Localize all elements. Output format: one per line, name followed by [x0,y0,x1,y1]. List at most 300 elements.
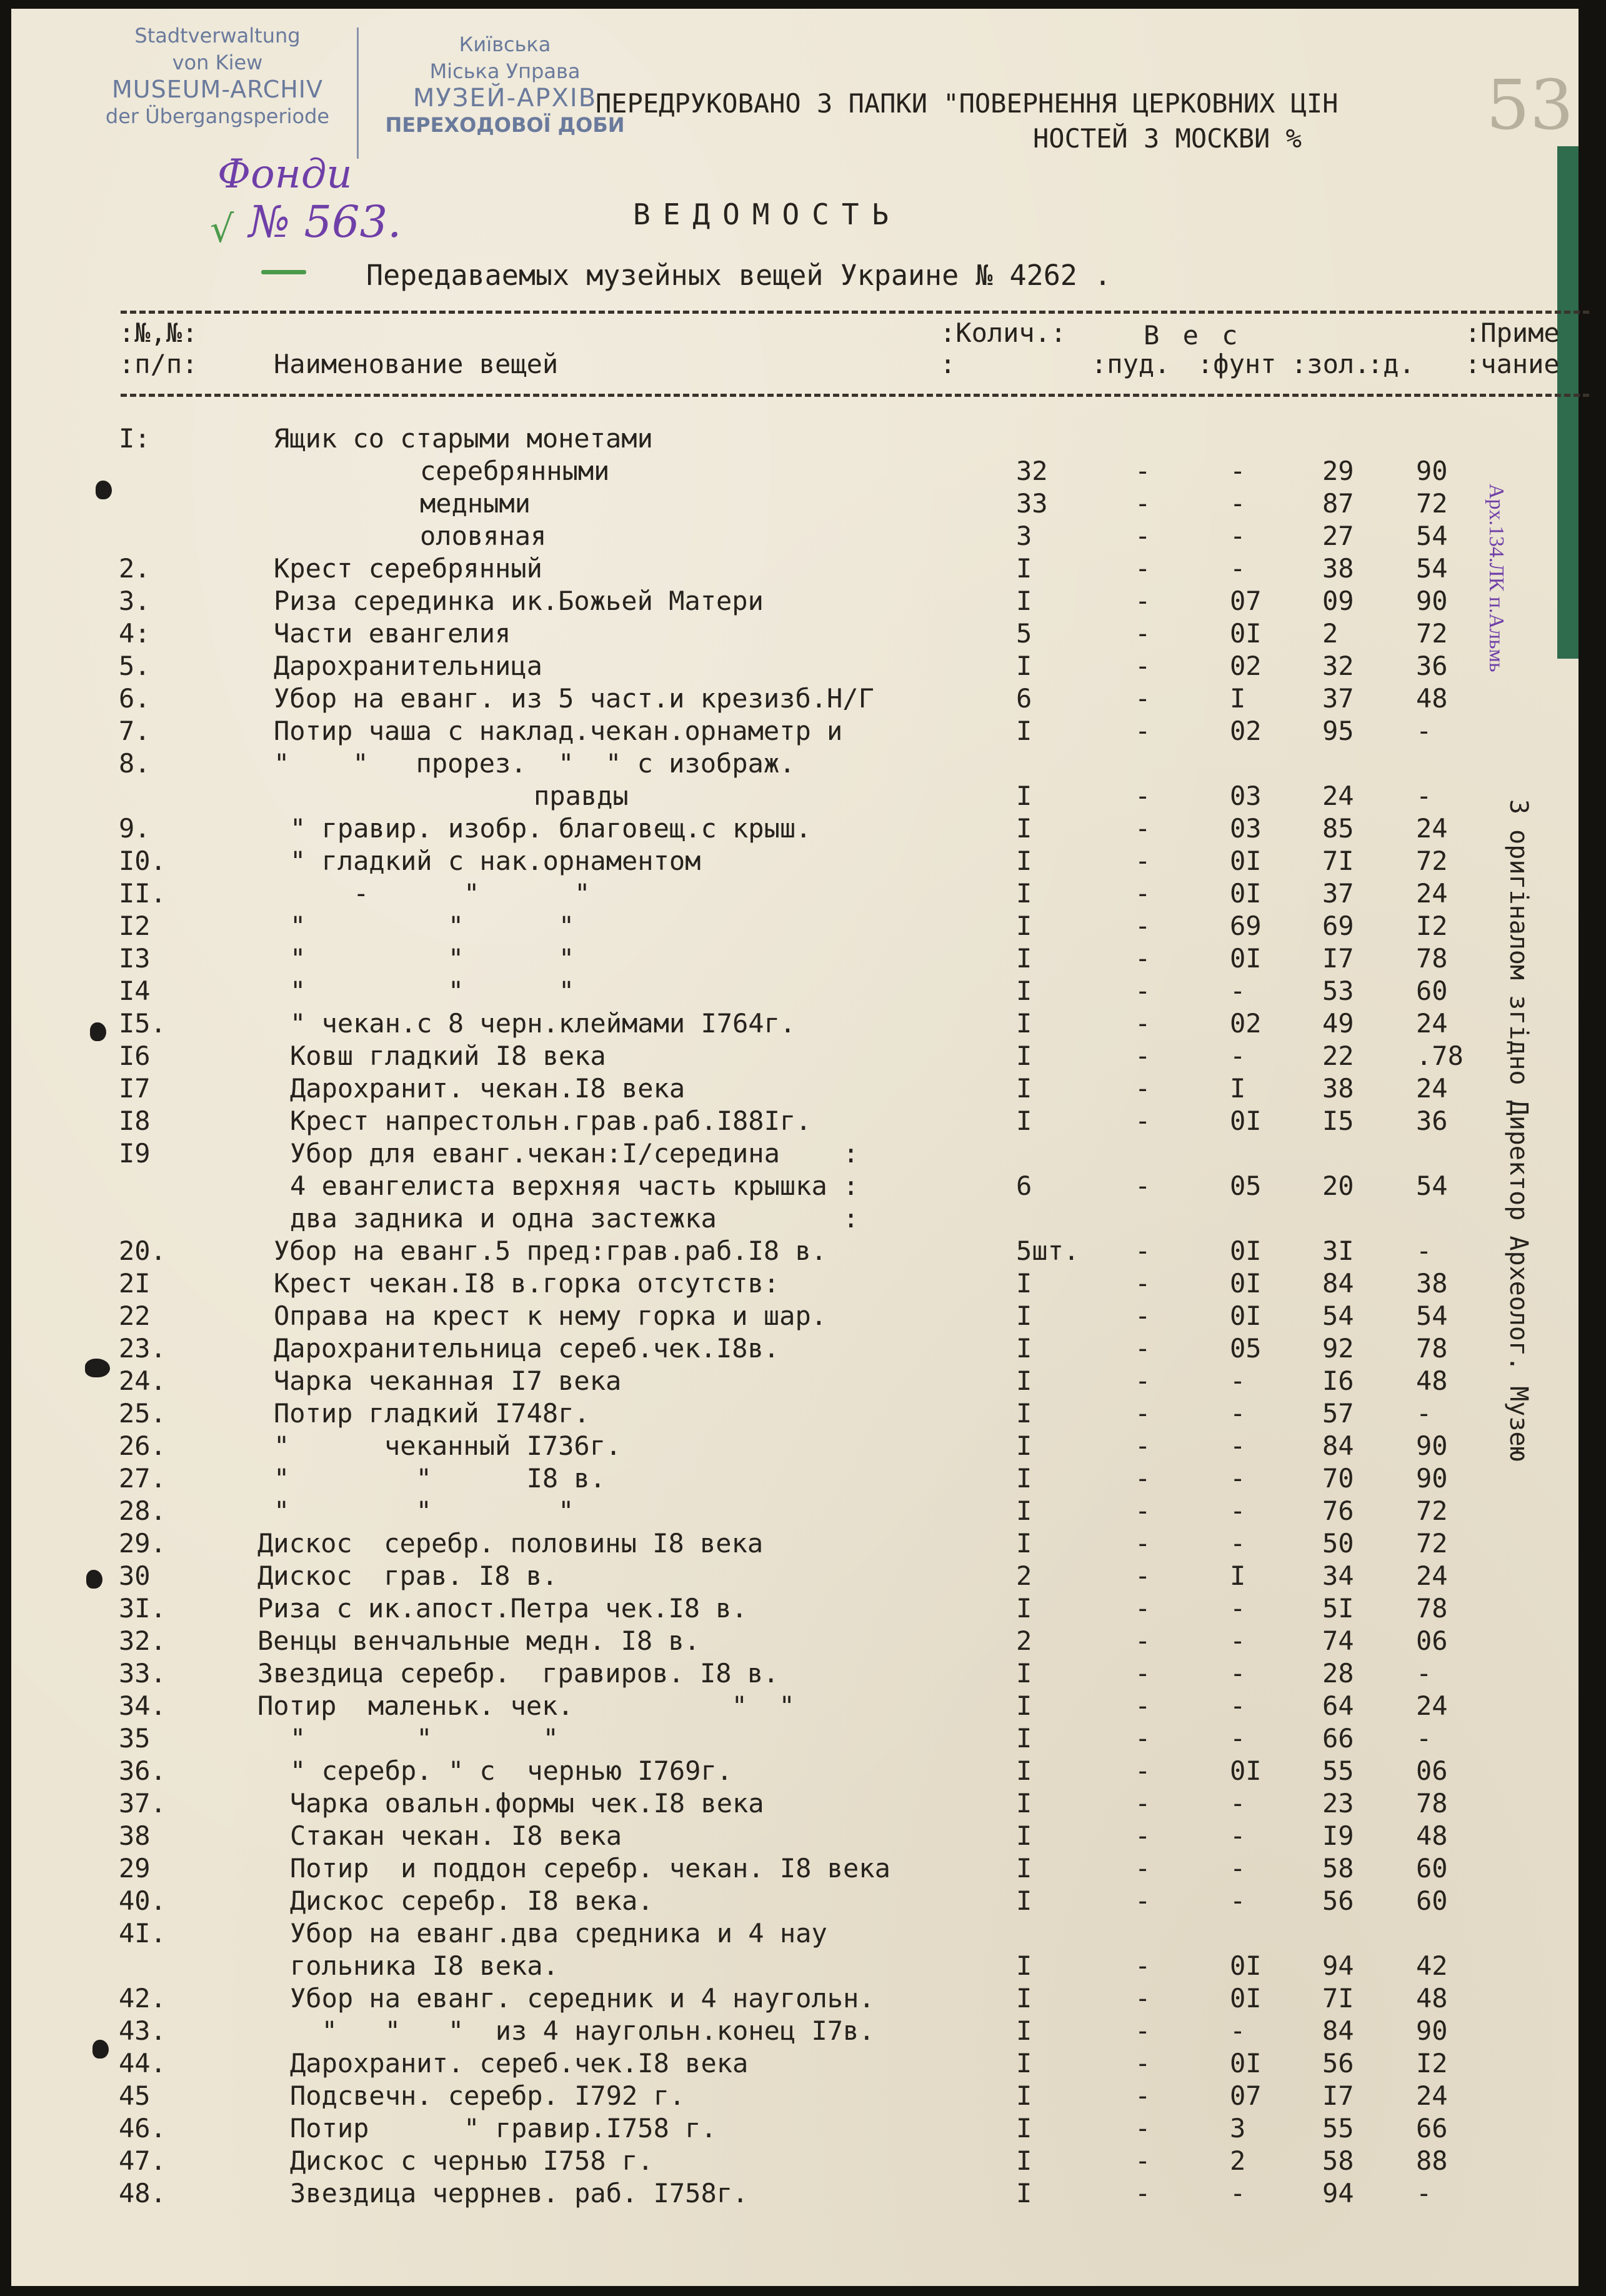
item-quantity: I [1016,553,1032,584]
item-weight-d: 06 [1416,1755,1448,1786]
item-weight-zol: 7I [1322,846,1354,876]
certification-text: З оригіналом згідно Директор Археолог. Музею [1504,799,1533,1462]
row-number: 6. [119,683,151,714]
item-quantity: I [1016,846,1032,876]
item-weight-d: - [1416,1658,1432,1689]
item-weight-zol: 64 [1322,1690,1354,1721]
item-weight-funt: 0I [1230,618,1262,649]
item-weight-funt: - [1230,1365,1246,1396]
item-name: " чеканный I736г. [274,1430,622,1461]
item-weight-zol: 70 [1322,1463,1354,1494]
item-name: Венцы венчальные медн. I8 в. [257,1625,701,1656]
item-weight-pud: - [1135,2015,1151,2046]
item-quantity: I [1016,1008,1032,1039]
row-number: 42. [119,1983,166,2014]
ink-blot [85,1359,110,1377]
item-name: " " " [274,1495,574,1526]
item-quantity: I [1016,1106,1032,1136]
item-weight-pud: - [1135,976,1151,1006]
item-name: Убор на еванг.два средника и 4 нау [290,1918,827,1949]
item-weight-funt: 02 [1230,716,1262,746]
item-weight-d: .78 [1416,1041,1464,1071]
item-weight-d: 78 [1416,943,1448,974]
item-weight-zol: 09 [1322,586,1354,616]
col-pud: :пуд. [1091,349,1170,379]
item-quantity: I [1016,878,1032,909]
item-weight-zol: 85 [1322,813,1354,844]
item-name: Дарохранительница [274,651,542,681]
item-name: Потир чаша с наклад.чекан.орнаметр и [274,716,843,746]
row-number: I5. [119,1008,166,1039]
item-weight-d: 24 [1416,1073,1448,1104]
german-archive-stamp [80,22,355,130]
item-name: оловяная [420,521,547,551]
item-weight-funt: - [1230,1723,1246,1754]
item-weight-zol: 66 [1322,1723,1354,1754]
col-d: :д. [1367,349,1415,379]
item-weight-d: 48 [1416,1820,1448,1851]
item-weight-pud: - [1135,1690,1151,1721]
item-weight-zol: 37 [1322,683,1354,714]
item-name: Потир " гравир.I758 г. [290,2113,717,2144]
item-name: Крест напрестольн.грав.раб.I88Iг. [290,1106,812,1136]
item-weight-zol: 74 [1322,1625,1354,1656]
stamp-line: der Übergangsperiode [105,104,330,128]
item-weight-zol: 38 [1322,553,1354,584]
item-weight-funt: 02 [1230,1008,1262,1039]
item-weight-zol: 55 [1322,1755,1354,1786]
item-weight-funt: - [1230,1625,1246,1656]
row-number: 2. [119,553,151,584]
item-weight-zol: 20 [1322,1170,1354,1201]
item-weight-d: 38 [1416,1268,1448,1299]
document-sheet [11,9,1579,2286]
item-name: гольника I8 века. [290,1950,559,1981]
item-quantity: I [1016,1398,1032,1429]
reprint-note [596,86,1338,156]
item-name: Части евангелия [274,618,511,649]
item-weight-d: - [1416,1235,1432,1266]
item-quantity: I [1016,1690,1032,1721]
row-number: 4I. [119,1918,166,1949]
handwritten-fund-label: Фонди [217,151,352,197]
item-weight-zol: I7 [1322,2080,1354,2111]
item-name: Убор на еванг.5 пред:грав.раб.I8 в. [274,1235,827,1266]
item-name: Звездица серебр. гравиров. I8 в. [257,1658,779,1689]
item-weight-d: 24 [1416,2080,1448,2111]
item-weight-zol: 29 [1322,456,1354,486]
handwritten-fund-number: № 563. [249,196,402,247]
col-number-bottom: :п/п: [119,349,198,379]
item-name: " " " [290,1723,559,1754]
item-name: серебрянными [420,456,610,486]
item-weight-zol: 54 [1322,1300,1354,1331]
row-number: I8 [119,1106,151,1136]
item-name: Чарка овальн.формы чек.I8 века [290,1788,764,1819]
item-quantity: I [1016,1723,1032,1754]
item-weight-zol: I9 [1322,1820,1354,1851]
item-weight-pud: - [1135,553,1151,584]
item-weight-pud: - [1135,1106,1151,1136]
item-weight-zol: 23 [1322,1788,1354,1819]
item-quantity: I [1016,1430,1032,1461]
item-quantity: I [1016,1820,1032,1851]
item-weight-d: 90 [1416,586,1448,616]
item-weight-pud: - [1135,1593,1151,1624]
item-weight-d: 54 [1416,553,1448,584]
item-weight-zol: 56 [1322,2048,1354,2079]
row-number: 44. [119,2048,166,2079]
document-title: ВЕДОМОСТЬ [633,197,902,231]
item-weight-zol: 84 [1322,1268,1354,1299]
stamp-divider [357,27,359,159]
item-weight-funt: - [1230,1885,1246,1916]
item-weight-funt: - [1230,553,1246,584]
item-weight-funt: - [1230,1690,1246,1721]
item-quantity: I [1016,2048,1032,2079]
item-weight-d: - [1416,1723,1432,1754]
handwritten-side-text: Арх.134.ЛК п.Альмь [1485,484,1508,672]
row-number: 20. [119,1235,166,1266]
item-weight-d: 90 [1416,1463,1448,1494]
item-quantity: I [1016,976,1032,1006]
item-weight-d: 42 [1416,1950,1448,1981]
item-weight-zol: 24 [1322,781,1354,811]
item-weight-funt: 0I [1230,1950,1262,1981]
item-quantity: 6 [1016,683,1032,714]
item-weight-pud: - [1135,1008,1151,1039]
item-weight-pud: - [1135,1041,1151,1071]
item-weight-zol: I6 [1322,1365,1354,1396]
item-weight-funt: 0I [1230,1755,1262,1786]
item-weight-zol: 87 [1322,488,1354,519]
row-number: 23. [119,1333,166,1364]
col-note-top: :Приме [1465,317,1560,348]
item-weight-pud: - [1135,1885,1151,1916]
item-weight-zol: 50 [1322,1528,1354,1559]
green-pencil-dash [261,270,306,274]
item-quantity: 3 [1016,521,1032,551]
item-quantity: I [1016,1950,1032,1981]
row-number: 26. [119,1430,166,1461]
item-weight-pud: - [1135,1755,1151,1786]
item-weight-funt: - [1230,456,1246,486]
item-name: Потир и поддон серебр. чекан. I8 века [290,1853,890,1884]
item-weight-funt: - [1230,1853,1246,1884]
row-number: 3I. [119,1593,166,1624]
item-weight-d: 48 [1416,683,1448,714]
handwritten-side-note [1480,484,1517,746]
item-quantity: I [1016,1495,1032,1526]
item-weight-pud: - [1135,943,1151,974]
item-weight-d: 78 [1416,1593,1448,1624]
item-weight-funt: 0I [1230,846,1262,876]
item-quantity: I [1016,1073,1032,1104]
item-name: Дискос грав. I8 в. [257,1560,558,1591]
item-weight-zol: 84 [1322,2015,1354,2046]
item-weight-d: 36 [1416,651,1448,681]
item-weight-d: 88 [1416,2145,1448,2176]
item-weight-zol: 57 [1322,1398,1354,1429]
row-number: 3. [119,586,151,616]
row-number: I7 [119,1073,151,1104]
item-quantity: I [1016,1983,1032,2014]
item-name: Дарохранит. сереб.чек.I8 века [290,2048,749,2079]
item-quantity: I [1016,1885,1032,1916]
item-weight-d: 72 [1416,1495,1448,1526]
item-quantity: I [1016,1658,1032,1689]
item-name: Крест серебрянный [274,553,542,584]
item-weight-d: 24 [1416,1690,1448,1721]
item-name: Убор на еванг. середник и 4 наугольн. [290,1983,875,2014]
item-weight-zol: 69 [1322,911,1354,941]
item-weight-zol: 53 [1322,976,1354,1006]
col-funt: :фунт [1197,349,1277,379]
item-weight-funt: - [1230,488,1246,519]
item-weight-d: 78 [1416,1788,1448,1819]
item-weight-pud: - [1135,1430,1151,1461]
item-weight-funt: 0I [1230,1235,1262,1266]
row-number: I9 [119,1138,151,1169]
item-weight-funt: I [1230,1073,1246,1104]
item-weight-funt: 0I [1230,1300,1262,1331]
item-name: Дискос с чернью I758 г. [290,2145,654,2176]
row-number: 30 [119,1560,151,1591]
row-number: 48. [119,2178,166,2209]
item-weight-pud: - [1135,1170,1151,1201]
item-name: " " " [290,943,575,974]
item-weight-zol: 37 [1322,878,1354,909]
item-weight-funt: - [1230,1658,1246,1689]
item-weight-d: 24 [1416,1008,1448,1039]
item-weight-funt: - [1230,1041,1246,1071]
item-weight-d: I2 [1416,911,1448,941]
item-weight-d: - [1416,2178,1432,2209]
item-quantity: 5 [1016,618,1032,649]
item-weight-funt: 07 [1230,2080,1262,2111]
row-number: I0. [119,846,166,876]
row-number: I6 [119,1041,151,1071]
item-weight-funt: - [1230,2178,1246,2209]
item-weight-d: 90 [1416,2015,1448,2046]
item-name: " " I8 в. [274,1463,606,1494]
document-subtitle: Передаваемых музейных вещей Украине № 4262 . [366,259,1112,292]
reprint-note-line: НОСТЕЙ З МОСКВИ % [1033,123,1302,154]
item-name: 4 евангелиста верхняя часть крышка : [290,1170,859,1201]
item-weight-d: 54 [1416,521,1448,551]
item-name: Чарка чеканная I7 века [274,1365,622,1396]
col-number-top: :№,№: [119,317,198,348]
item-weight-zol: 94 [1322,1950,1354,1981]
item-weight-funt: 07 [1230,586,1262,616]
item-weight-pud: - [1135,1560,1151,1591]
ink-blot [92,2040,109,2059]
item-weight-pud: - [1135,1950,1151,1981]
certification-note [1502,799,1539,1549]
item-weight-funt: - [1230,521,1246,551]
stamp-line: ПЕРЕХОДОВОЇ ДОБИ [385,113,625,137]
item-quantity: I [1016,2145,1032,2176]
col-note-bottom: :чание [1465,349,1560,379]
item-weight-pud: - [1135,781,1151,811]
item-weight-pud: - [1135,651,1151,681]
item-weight-d: 72 [1416,488,1448,519]
item-weight-pud: - [1135,1463,1151,1494]
item-weight-funt: 03 [1230,813,1262,844]
item-weight-funt: - [1230,1820,1246,1851]
item-name: Риза с ик.апост.Петра чек.I8 в. [257,1593,747,1624]
item-quantity: I [1016,943,1032,974]
item-weight-pud: - [1135,1268,1151,1299]
row-number: 24. [119,1365,166,1396]
row-number: 5. [119,651,151,681]
item-quantity: I [1016,2113,1032,2144]
item-name: Крест чекан.I8 в.горка отсутств: [274,1268,780,1299]
item-weight-pud: - [1135,586,1151,616]
item-quantity: 5шт. [1016,1235,1080,1266]
item-quantity: 32 [1016,456,1048,486]
item-quantity: I [1016,1333,1032,1364]
item-weight-zol: 38 [1322,1073,1354,1104]
item-weight-d: 24 [1416,1560,1448,1591]
item-weight-funt: 05 [1230,1170,1262,1201]
item-name: правды [534,781,629,811]
item-weight-pud: - [1135,911,1151,941]
row-number: 40. [119,1885,166,1916]
item-weight-pud: - [1135,846,1151,876]
item-weight-zol: 32 [1322,651,1354,681]
item-weight-zol: 2 [1322,618,1339,649]
item-weight-funt: I [1230,683,1246,714]
item-name: медными [420,488,531,519]
stamp-line: von Kiew [172,51,263,74]
row-number: 46. [119,2113,166,2144]
col-name: Наименование вещей [274,349,559,379]
item-weight-d: 06 [1416,1625,1448,1656]
item-weight-funt: - [1230,1788,1246,1819]
item-weight-pud: - [1135,1723,1151,1754]
header-rule-top [121,311,1589,314]
item-weight-d: - [1416,781,1432,811]
row-number: 45 [119,2080,151,2111]
item-weight-funt: 0I [1230,943,1262,974]
stamp-line: Міська Управа [429,59,581,83]
item-weight-funt: 2 [1230,2145,1246,2176]
item-weight-funt: 0I [1230,2048,1262,2079]
row-number: 25. [119,1398,166,1429]
item-weight-pud: - [1135,1365,1151,1396]
row-number: 29 [119,1853,151,1884]
item-name: Дарохранительница сереб.чек.I8в. [274,1333,780,1364]
ink-blot [96,481,112,499]
item-weight-d: 90 [1416,1430,1448,1461]
item-weight-pud: - [1135,716,1151,746]
row-number: 28. [119,1495,166,1526]
item-weight-d: - [1416,716,1432,746]
row-number: 37. [119,1788,166,1819]
reprint-note-line: ПЕРЕДРУКОВАНО З ПАПКИ "ПОВЕРНЕННЯ ЦЕРКОВНИХ ЦІН [596,88,1339,119]
item-weight-d: 78 [1416,1333,1448,1364]
col-qty-bottom: : [940,349,956,379]
item-name: Дискос серебр. половины I8 века [257,1528,764,1559]
item-name: Ящик со старыми монетами [274,423,653,454]
item-weight-pud: - [1135,456,1151,486]
item-weight-zol: 94 [1322,2178,1354,2209]
stamp-line: Stadtverwaltung [134,24,301,47]
item-weight-pud: - [1135,1625,1151,1656]
item-weight-pud: - [1135,2178,1151,2209]
item-quantity: I [1016,1528,1032,1559]
item-weight-d: 60 [1416,976,1448,1006]
item-name: - " " [290,878,591,909]
item-weight-d: - [1416,1398,1432,1429]
item-weight-zol: 92 [1322,1333,1354,1364]
item-weight-d: 60 [1416,1885,1448,1916]
item-quantity: I [1016,651,1032,681]
item-weight-d: 54 [1416,1170,1448,1201]
item-weight-pud: - [1135,521,1151,551]
item-weight-pud: - [1135,488,1151,519]
page-number: 53 [1486,65,1574,145]
item-weight-pud: - [1135,683,1151,714]
col-qty: :Колич.: [940,317,1067,348]
item-weight-funt: 0I [1230,878,1262,909]
item-weight-d: 54 [1416,1300,1448,1331]
item-weight-funt: - [1230,1528,1246,1559]
item-name: Убор на еванг. из 5 част.и крезизб.Н/Г [274,683,874,714]
col-zol: :зол. [1291,349,1370,379]
item-weight-pud: - [1135,1658,1151,1689]
item-weight-pud: - [1135,1983,1151,2014]
item-quantity: I [1016,1463,1032,1494]
item-weight-pud: - [1135,1235,1151,1266]
item-name: " " прорез. " " с изображ. [274,748,796,779]
item-weight-funt: I [1230,1560,1246,1591]
item-weight-funt: - [1230,1495,1246,1526]
item-name: " " " [290,911,575,941]
item-name: Ковш гладкий I8 века [290,1041,606,1071]
item-weight-pud: - [1135,1398,1151,1429]
row-number: I2 [119,911,151,941]
item-quantity: 6 [1016,1170,1032,1201]
item-weight-d: 72 [1416,618,1448,649]
item-weight-zol: 76 [1322,1495,1354,1526]
item-quantity: I [1016,911,1032,941]
item-weight-pud: - [1135,813,1151,844]
item-quantity: I [1016,2015,1032,2046]
item-weight-pud: - [1135,1853,1151,1884]
item-weight-pud: - [1135,1333,1151,1364]
item-weight-d: I2 [1416,2048,1448,2079]
row-number: 22 [119,1300,151,1331]
item-weight-zol: I5 [1322,1106,1354,1136]
item-weight-pud: - [1135,1788,1151,1819]
item-quantity: I [1016,813,1032,844]
item-weight-funt: 0I [1230,1268,1262,1299]
item-weight-d: 72 [1416,1528,1448,1559]
item-weight-funt: 0I [1230,1983,1262,2014]
item-weight-pud: - [1135,1495,1151,1526]
item-name: Дискос серебр. I8 века. [290,1885,654,1916]
row-number: II. [119,878,166,909]
item-weight-pud: - [1135,618,1151,649]
row-number: 4: [119,618,151,649]
item-weight-zol: 5I [1322,1593,1354,1624]
item-weight-funt: 02 [1230,651,1262,681]
item-quantity: I [1016,2080,1032,2111]
item-weight-funt: 03 [1230,781,1262,811]
item-weight-d: 90 [1416,456,1448,486]
